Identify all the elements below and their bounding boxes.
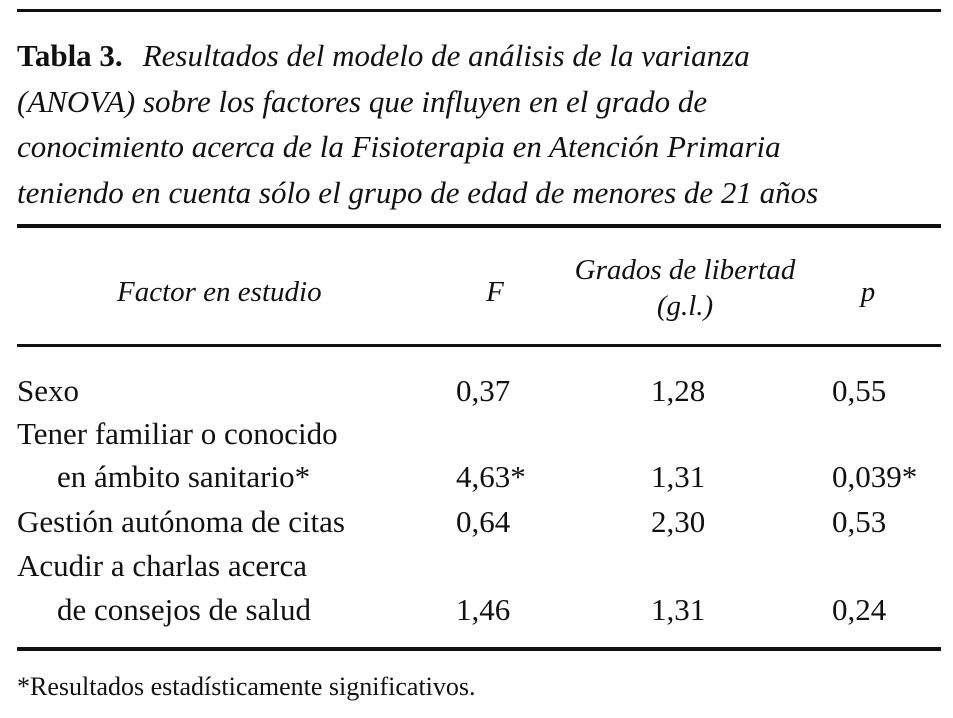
- caption-text: Resultados del modelo de análisis de la varianza: [142, 38, 750, 73]
- header-factor: Factor en estudio: [117, 276, 322, 308]
- header-f: F: [486, 276, 504, 308]
- p-cell: 0,039*: [832, 459, 918, 494]
- factor-cell: Gestión autónoma de citas: [17, 504, 345, 539]
- gl-cell: 1,28: [651, 373, 706, 408]
- header-p: p: [860, 276, 876, 308]
- f-cell: 4,63*: [456, 459, 526, 494]
- header-rule: [17, 344, 941, 347]
- f-cell: 1,46: [456, 592, 511, 627]
- factor-cell: de consejos de salud: [57, 592, 311, 627]
- caption-line: (ANOVA) sobre los factores que influyen en el grado de: [17, 83, 708, 119]
- header-degrees-of-freedom: [555, 252, 815, 324]
- bottom-rule: [17, 647, 941, 651]
- table-caption: [17, 33, 947, 215]
- caption-rule: [17, 224, 941, 228]
- top-rule: [17, 9, 941, 12]
- gl-cell: 1,31: [651, 459, 706, 494]
- table-row: [17, 455, 947, 498]
- header-gl-line2: (g.l.): [656, 290, 714, 322]
- p-cell: 0,55: [832, 373, 887, 408]
- p-cell: 0,24: [832, 592, 887, 627]
- factor-cell: en ámbito sanitario*: [57, 459, 311, 494]
- caption-label: Tabla 3.: [17, 38, 123, 73]
- header-gl-line1: Grados de libertad: [574, 254, 796, 286]
- p-cell: 0,53: [832, 504, 887, 539]
- factor-cell: Tener familiar o conocido: [17, 416, 338, 451]
- caption-line: [17, 33, 947, 79]
- caption-line: conocimiento acerca de la Fisioterapia en Atención Primaria: [17, 129, 781, 164]
- table-row: [17, 500, 947, 543]
- footnote: *Resultados estadísticamente significativos.: [17, 672, 476, 701]
- factor-cell: Acudir a charlas acerca: [17, 548, 307, 583]
- factor-cell: Sexo: [17, 373, 79, 408]
- gl-cell: 2,30: [651, 504, 706, 539]
- table-row: [17, 412, 947, 455]
- table-row: [17, 588, 947, 631]
- table-row: [17, 544, 947, 587]
- caption-line: teniendo en cuenta sólo el grupo de edad de menores de 21 años: [17, 174, 819, 210]
- table-row: [17, 369, 947, 412]
- gl-cell: 1,31: [651, 592, 706, 627]
- f-cell: 0,64: [456, 504, 511, 539]
- f-cell: 0,37: [456, 373, 511, 408]
